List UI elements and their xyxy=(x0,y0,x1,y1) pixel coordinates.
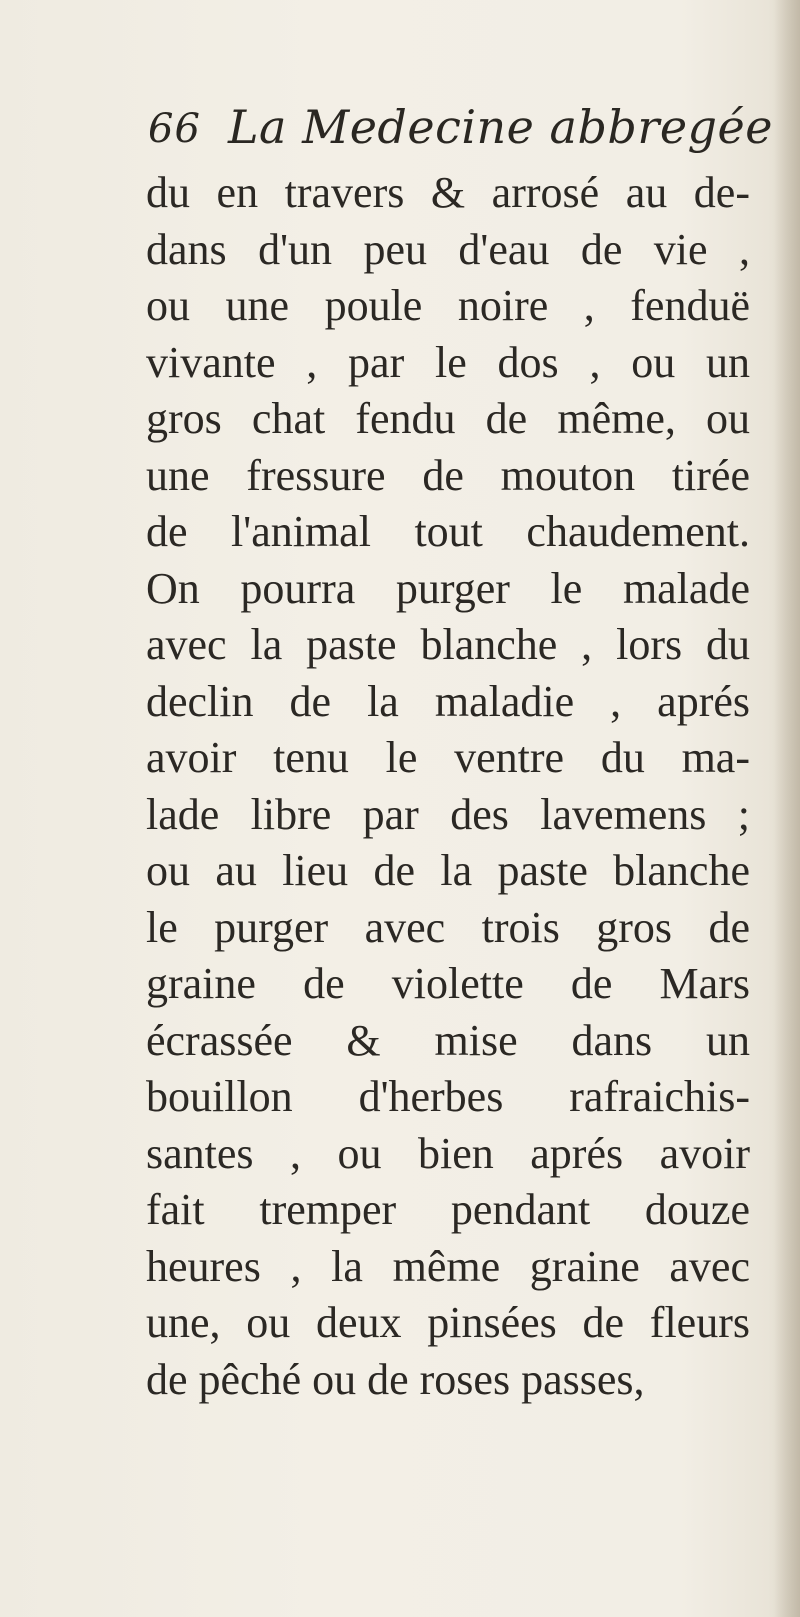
text-line: une, ou deux pinsées de fleurs xyxy=(146,1298,750,1347)
page-gutter-shadow xyxy=(774,0,800,1617)
text-line: bouillon d'herbes rafraichis- xyxy=(146,1072,750,1121)
text-line: ou au lieu de la paste blanche xyxy=(146,846,750,895)
page-number: 66 xyxy=(148,106,201,152)
text-line: declin de la maladie , aprés xyxy=(146,676,750,726)
text-line: gros chat fendu de même, ou xyxy=(146,394,750,443)
text-line: dans d'un peu d'eau de vie , xyxy=(146,224,750,274)
text-line: avoir tenu le ventre du ma- xyxy=(146,733,750,782)
body-text xyxy=(146,165,766,1408)
text-line: avec la paste blanche , lors du xyxy=(146,620,750,669)
text-line: vivante , par le dos , ou un xyxy=(146,337,750,387)
text-line: écrassée & mise dans un xyxy=(146,1015,750,1065)
text-line: graine de violette de Mars xyxy=(146,959,750,1008)
text-line: lade libre par des lavemens ; xyxy=(146,789,750,839)
text-line: ou une poule noire , fenduë xyxy=(146,281,750,330)
text-line: de l'animal tout chaudement. xyxy=(146,507,750,556)
text-line: santes , ou bien aprés avoir xyxy=(146,1128,750,1178)
text-line: de pêché ou de roses passes, xyxy=(146,1354,645,1404)
text-line: heures , la même graine avec xyxy=(146,1241,750,1291)
text-line: fait tremper pendant douze xyxy=(146,1185,750,1234)
text-line: On pourra purger le malade xyxy=(146,563,750,613)
running-title: La Medecine abbregée xyxy=(228,100,773,154)
text-line: une fressure de mouton tirée xyxy=(146,450,750,500)
page-header xyxy=(148,100,773,164)
text-line: du en travers & arrosé au de- xyxy=(146,168,750,217)
text-line: le purger avec trois gros de xyxy=(146,902,750,952)
